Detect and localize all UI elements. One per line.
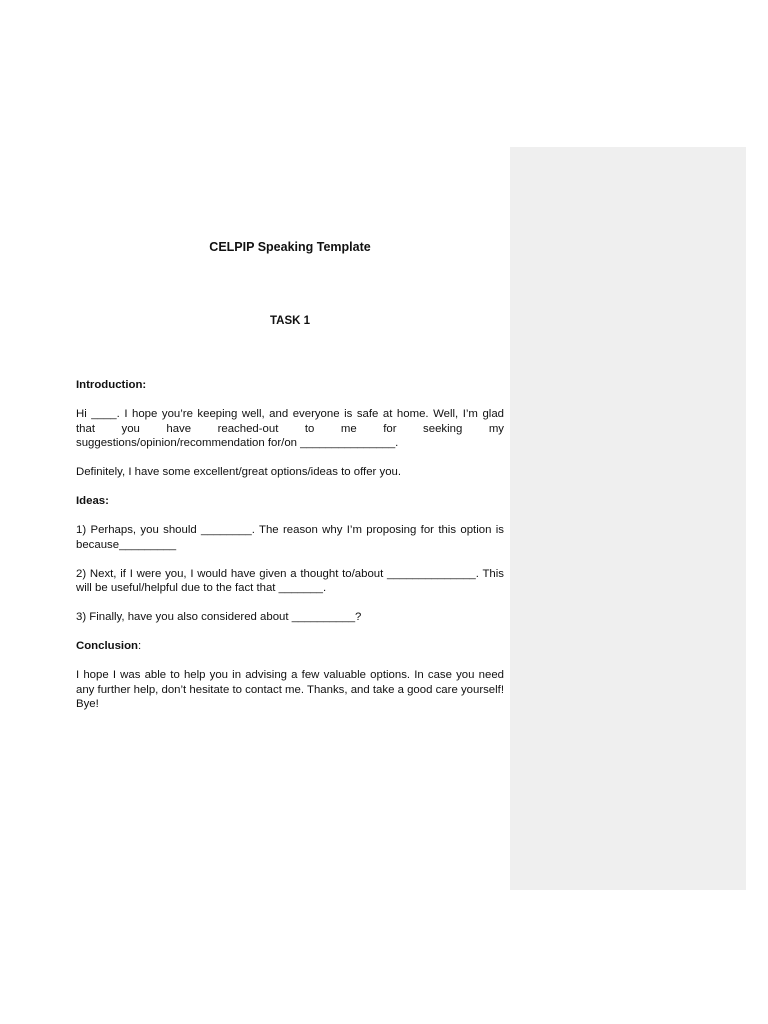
comment-margin-pane	[510, 147, 746, 890]
idea-item-2: 2) Next, if I were you, I would have given a thought to/about ______________. This will be useful/helpful due to the fact that _______.	[76, 567, 504, 594]
conclusion-heading: Conclusion	[76, 640, 139, 652]
document-title: CELPIP Speaking Template	[209, 240, 371, 254]
idea-item-1: 1) Perhaps, you should ________. The reason why I’m proposing for this option is because_________	[76, 524, 504, 551]
conclusion-heading-line	[76, 639, 504, 654]
introduction-offer-paragraph: Definitely, I have some excellent/great options/ideas to offer you.	[76, 466, 402, 478]
conclusion-paragraph: I hope I was able to help you in advising a few valuable options. In case you need any further help, don’t hesitate to contact me. Thanks, and take a good care yourself! Bye!	[76, 669, 504, 710]
idea-item-3: 3) Finally, have you also considered about __________?	[76, 611, 362, 623]
document-body	[76, 378, 504, 726]
introduction-heading: Introduction:	[76, 379, 147, 391]
ideas-heading: Ideas:	[76, 495, 109, 507]
task-heading: TASK 1	[269, 315, 311, 327]
introduction-paragraph: Hi ____. I hope you’re keeping well, and everyone is safe at home. Well, I’m glad that you have reached-out to me for seeking my suggestions/opinion/recommendation for/on _______________.	[76, 408, 504, 449]
conclusion-heading-colon: :	[138, 640, 142, 652]
